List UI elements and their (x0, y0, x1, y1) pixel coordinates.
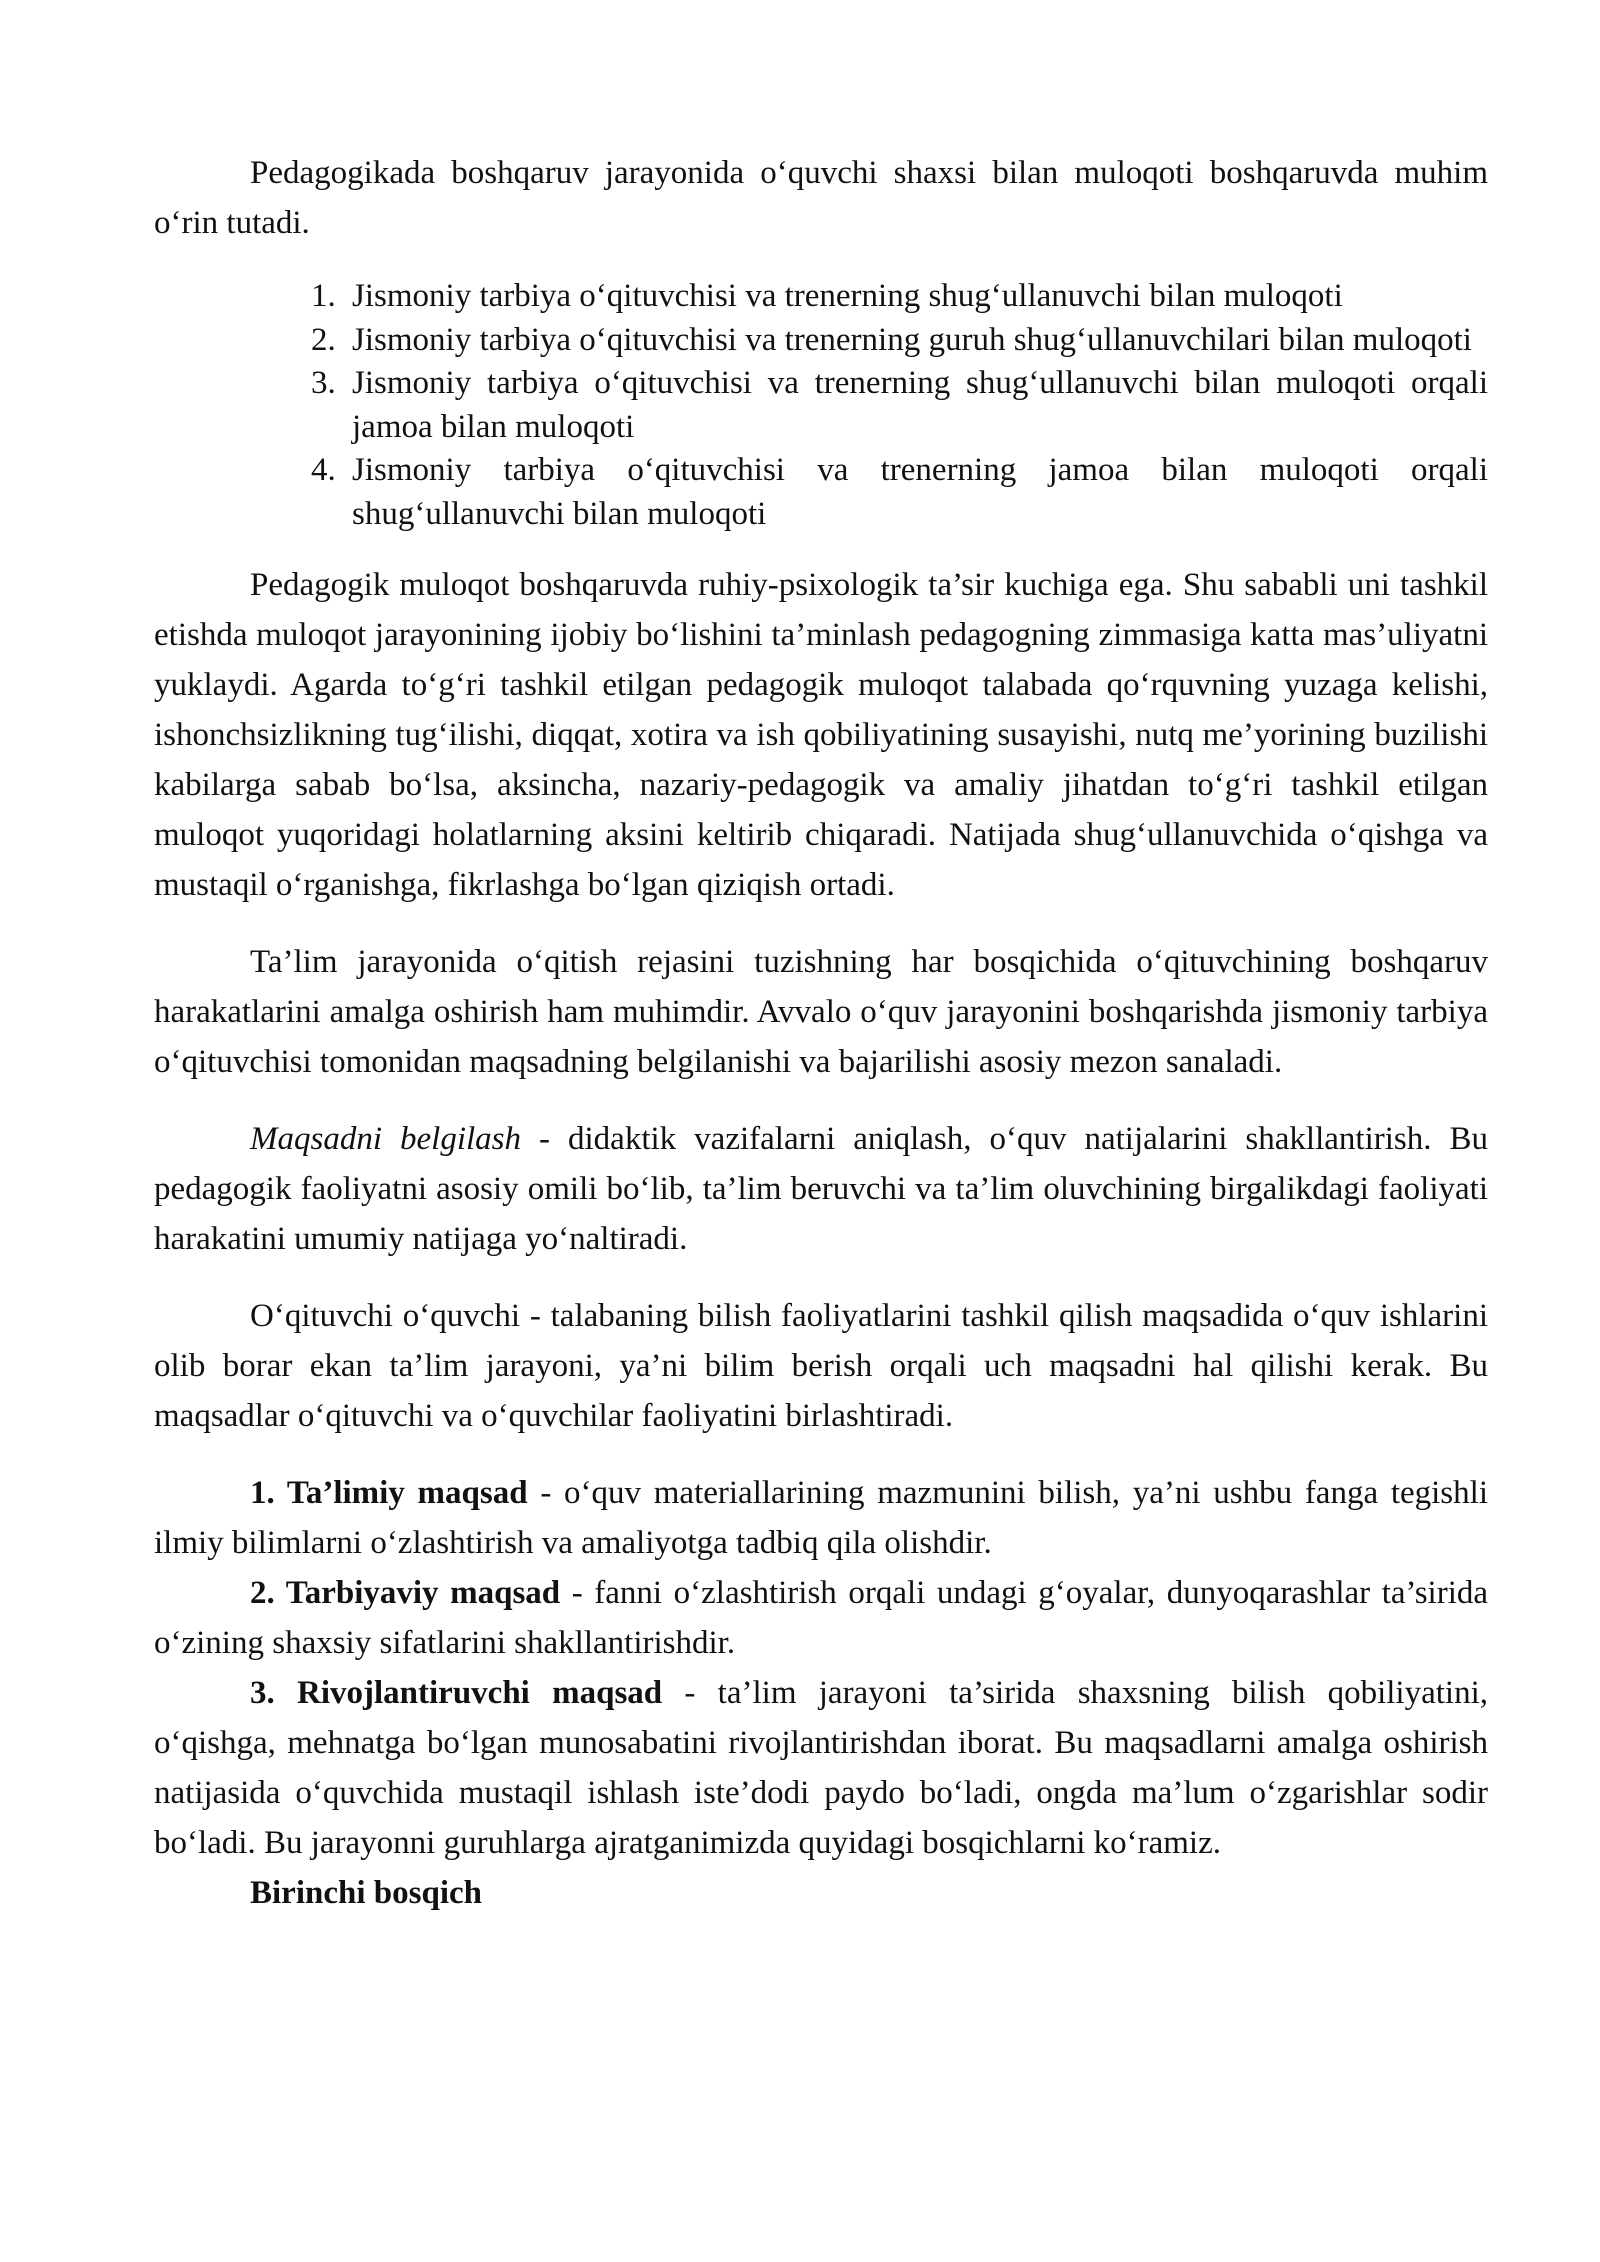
developmental-goal-paragraph (154, 1668, 1488, 1868)
intro-paragraph: Pedagogikada boshqaruv jarayonida o‘quvchi shaxsi bilan muloqoti boshqaruvda muhim o‘rin tutadi. (154, 155, 1488, 241)
section-heading: Birinchi bosqich (250, 1875, 482, 1911)
list-item: 1. Jismoniy tarbiya o‘qituvchisi va trenerning shug‘ullanuvchi bilan muloqoti (344, 275, 1488, 319)
list-item: 4. Jismoniy tarbiya o‘qituvchisi va trenerning jamoa bilan muloqoti orqali shug‘ullanuvchi bilan muloqoti (344, 449, 1488, 536)
communication-types-list (154, 275, 1488, 536)
goal-setting-term: Maqsadni belgilash (250, 1121, 522, 1157)
developmental-goal-text: - ta’lim jarayoni ta’sirida shaxsning bilish qobiliyatini, o‘qishga, mehnatga bo‘lgan munosabatini rivojlantirishdan iborat. Bu maqsadlarni amalga oshirish natijasida o‘quvchida mustaqil ishlash iste’dodi paydo bo‘ladi, ongda ma’lum o‘zgarishlar sodir bo‘ladi. Bu jarayonni guruhlarga ajratganimizda quyidagi bosqichlarni ko‘ramiz. (154, 1675, 1488, 1861)
education-process-paragraph: Ta’lim jarayonida o‘qitish rejasini tuzishning har bosqichida o‘qituvchining boshqaruv harakatlarini amalga oshirish ham muhimdir. Avvalo o‘quv jarayonini boshqarishda jismoniy tarbiya o‘qituvchisi tomonidan maqsadning belgilanishi va bajarilishi asosiy mezon sanaladi. (154, 944, 1488, 1080)
list-item: 2. Jismoniy tarbiya o‘qituvchisi va trenerning guruh shug‘ullanuvchilari bilan muloqoti (344, 319, 1488, 363)
teacher-goals-paragraph: O‘qituvchi o‘quvchi - talabaning bilish faoliyatlarini tashkil qilish maqsadida o‘quv ishlarini olib borar ekan ta’lim jarayoni, ya’ni bilim berish orqali uch maqsadni hal qilishi kerak. Bu maqsadlar o‘qituvchi va o‘quvchilar faoliyatini birlashtiradi. (154, 1298, 1488, 1434)
educational-goal-term: 1. Ta’limiy maqsad (250, 1475, 528, 1511)
pedagogical-communication-paragraph: Pedagogik muloqot boshqaruvda ruhiy-psixologik ta’sir kuchiga ega. Shu sababli uni tashkil etishda muloqot jarayonining ijobiy bo‘lishini ta’minlash pedagogning zimmasiga katta mas’uliyatni yuklaydi. Agarda to‘g‘ri tashkil etilgan pedagogik muloqot talabada qo‘rquvning yuzaga kelishi, ishonchsizlikning tug‘ilishi, diqqat, xotira va ish qobiliyatining susayishi, nutq me’yorining buzilishi kabilarga sabab bo‘lsa, aksincha, nazariy-pedagogik va amaliy jihatdan to‘g‘ri tashkil etilgan muloqot yuqoridagi holatlarning aksini keltirib chiqaradi. Natijada shug‘ullanuvchida o‘qishga va mustaqil o‘rganishga, fikrlashga bo‘lgan qiziqish ortadi. (154, 567, 1488, 903)
upbringing-goal-paragraph (154, 1568, 1488, 1668)
list-item: 3. Jismoniy tarbiya o‘qituvchisi va trenerning shug‘ullanuvchi bilan muloqoti orqali jamoa bilan muloqoti (344, 362, 1488, 449)
upbringing-goal-term: 2. Tarbiyaviy maqsad (250, 1575, 561, 1611)
developmental-goal-term: 3. Rivojlantiruvchi maqsad (250, 1675, 663, 1711)
goal-setting-paragraph (154, 1114, 1488, 1264)
upbringing-goal-text: - fanni o‘zlashtirish orqali undagi g‘oyalar, dunyoqarashlar ta’sirida o‘zining shaxsiy sifatlarini shakllantirishdir. (154, 1575, 1489, 1661)
goal-setting-text: - didaktik vazifalarni aniqlash, o‘quv natijalarini shakllantirish. Bu pedagogik faoliyatni asosiy omili bo‘lib, ta’lim beruvchi va ta’lim oluvchining birgalikdagi faoliyati harakatini umumiy natijaga yo‘naltiradi. (154, 1121, 1489, 1257)
educational-goal-paragraph (154, 1468, 1488, 1568)
document-page (154, 148, 1488, 1918)
educational-goal-text: - o‘quv materiallarining mazmunini bilish, ya’ni ushbu fanga tegishli ilmiy bilimlarni o‘zlashtirish va amaliyotga tadbiq qila olishdir. (154, 1475, 1488, 1561)
